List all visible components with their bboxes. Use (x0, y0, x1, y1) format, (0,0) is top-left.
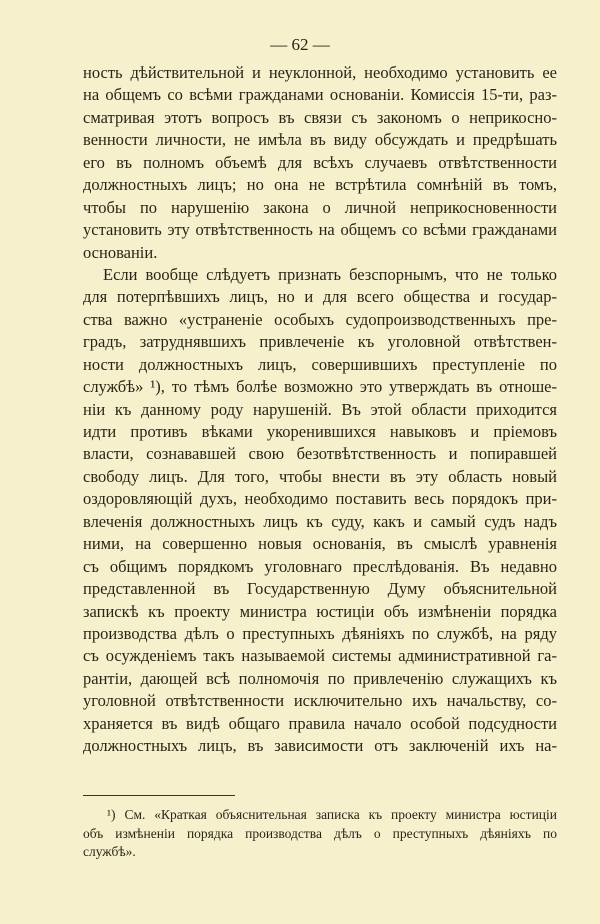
text-line: его въ полномъ объемѣ для всѣхъ случаевъ отвѣтственности (83, 152, 557, 172)
footnote-line: службѣ». (83, 844, 136, 859)
text-line: градъ, затруднявшихъ привлеченіе къ уголовной отвѣтствен- (83, 332, 557, 352)
text-line: ними, на совершенно новыя основанія, въ смыслѣ уравненія (83, 534, 557, 554)
text-line: ность дѣйствительной и неуклонной, необходимо установить ее (83, 63, 557, 82)
text-line: рантіи, дающей всѣ полномочія по привлеченію служащихъ къ (83, 668, 557, 688)
text-line: на общемъ со всѣми гражданами основаніи. Комиссія 15-ти, раз- (83, 85, 557, 105)
body-text (83, 62, 557, 758)
text-line: основаніи. (83, 242, 158, 262)
text-line: оздоровляющій духъ, необходимо поставить весь порядокъ при- (83, 489, 557, 509)
text-line: идти противъ вѣками укоренившихся навыковъ и пріемовъ (83, 422, 557, 441)
paragraph-2 (83, 264, 557, 758)
text-line: ности должностныхъ лицъ, совершившихъ преступленіе по (83, 354, 557, 374)
text-line: ніи къ данному роду нарушеній. Въ этой области приходится (83, 399, 557, 419)
text-line: венности личности, не имѣла въ виду обсуждать и предрѣшать (83, 130, 557, 150)
footnote (83, 806, 557, 862)
text-line: запискѣ къ проекту министра юстиціи объ измѣненіи порядка (83, 601, 557, 621)
paragraph-1 (83, 62, 557, 264)
text-line: представленной въ Государственную Думу объяснительной (83, 579, 557, 599)
text-line: производства дѣлъ о преступныхъ дѣяніяхъ по службѣ, на ряду (83, 623, 557, 643)
text-line: установить эту отвѣтственность на общемъ со всѣми гражданами (83, 220, 557, 240)
text-line: свободу лицъ. Для того, чтобы внести въ эту область новый (83, 466, 557, 486)
text-line: уголовной отвѣтственности исключительно ихъ начальству, со- (83, 691, 557, 711)
text-line: для потерпѣвшихъ лицъ, но и для всего общества и государ- (83, 287, 557, 307)
text-line: Если вообще слѣдуетъ признать безспорнымъ, что не только (103, 264, 557, 284)
footnote-line: ¹) См. «Краткая объяснительная записка къ проекту министра юстиціи (107, 807, 557, 822)
text-line: съ осужденіемъ такъ называемой системы административной га- (83, 646, 557, 666)
text-line: должностныхъ лицъ, въ зависимости отъ заключеній ихъ на- (83, 736, 557, 756)
text-line: ства важно «устраненіе особыхъ судопроизводственныхъ пре- (83, 309, 557, 329)
text-line: съ общимъ порядкомъ уголовнаго преслѣдованія. Въ недавно (83, 556, 557, 576)
text-line: сматривая этотъ вопросъ въ связи съ закономъ о неприкосно- (83, 107, 557, 127)
text-line: должностныхъ лицъ; но она не встрѣтила сомнѣній въ томъ, (83, 175, 557, 195)
text-line: храняется въ видѣ общаго правила начало особой подсудности (83, 713, 557, 733)
page-number: — 62 — (270, 35, 330, 54)
footnote-divider (83, 795, 235, 796)
text-line: чтобы по нарушенію закона о личной неприкосновенности (83, 197, 557, 217)
text-line: власти, сознававшей свою безотвѣтственность и попиравшей (83, 444, 557, 464)
text-line: влеченія должностныхъ лицъ къ суду, какъ и самый судъ надъ (83, 511, 557, 531)
text-line: службѣ» ¹), то тѣмъ болѣе возможно это утверждать въ отноше- (83, 377, 557, 397)
footnote-line: объ измѣненіи порядка производства дѣлъ о преступныхъ дѣяніяхъ по (83, 825, 557, 841)
